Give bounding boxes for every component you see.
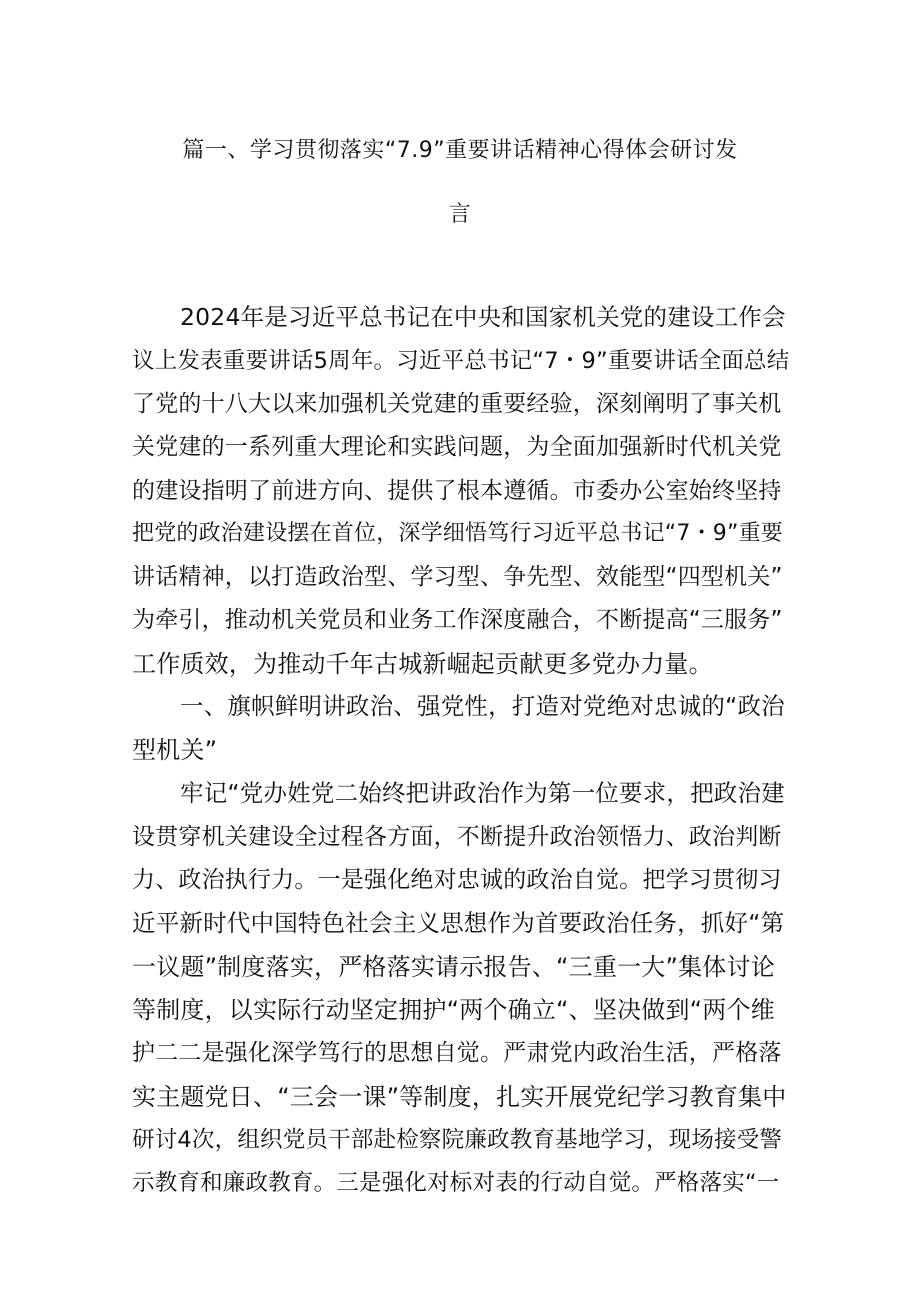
paragraph-line: 讲话精神，以打造政治型、学习型、争先型、效能型“四型机关” (132, 564, 783, 590)
document-title-line-1: 篇一、学习贯彻落实“7.9”重要讲话精神心得体会研讨发 (182, 138, 738, 163)
paragraph-line: 的建设指明了前进方向、提供了根本遵循。市委办公室始终坚持 (132, 478, 782, 504)
paragraph-line: 关党建的一系列重大理论和实践问题，为全面加强新时代机关党 (132, 434, 782, 460)
paragraph-line: 一议题”制度落实，严格落实请示报告、“三重一大”集体讨论 (132, 953, 775, 981)
paragraph-line: 研讨4次，组织党员干部赴检察院廉政教育基地学习，现场接受警 (132, 1127, 783, 1153)
paragraph-line: 实主题党日、“三会一课”等制度，扎实开展党纪学习教育集中 (132, 1083, 787, 1111)
section-heading-line: 一、旗帜鲜明讲政治、强党性，打造对党绝对忠诚的“政治 (180, 692, 785, 720)
paragraph-line: 工作质效，为推动千年古城新崛起贡献更多党办力量。 (132, 650, 713, 678)
section-heading-line: 型机关” (132, 736, 218, 764)
paragraph-line: 议上发表重要讲话5周年。习近平总书记“7・9”重要讲话全面总结 (132, 348, 790, 374)
paragraph-line: 了党的十八大以来加强机关党建的重要经验，深刻阐明了事关机 (132, 391, 782, 417)
paragraph-line: 等制度，以实际行动坚定拥护“两个确立“、坚决做到“两个维 (132, 996, 775, 1024)
paragraph-line: 2024年是习近平总书记在中央和国家机关党的建设工作会 (180, 303, 786, 331)
paragraph-line: 把党的政治建设摆在首位，深学细悟笃行习近平总书记“7・9”重要 (132, 521, 783, 546)
paragraph-line: 护二二是强化深学笃行的思想自觉。严肃党内政治生活，严格落 (132, 1040, 782, 1066)
document-title-line-2: 言 (448, 202, 472, 227)
paragraph-line: 力、政治执行力。一是强化绝对忠诚的政治自觉。把学习贯彻习 (132, 867, 782, 893)
paragraph-line: 为牵引，推动机关党员和业务工作深度融合，不断提高“三服务” (132, 607, 783, 633)
paragraph-line: 示教育和廉政教育。三是强化对标对表的行动自觉。严格落实“一 (132, 1170, 780, 1196)
paragraph-line: 设贯穿机关建设全过程各方面，不断提升政治领悟力、政治判断 (132, 824, 782, 850)
paragraph-line: 近平新时代中国特色社会主义思想作为首要政治任务，抓好“第 (132, 909, 785, 937)
paragraph-line: 牢记“党办姓党二始终把讲政治作为第一位要求，把政治建 (180, 779, 785, 807)
